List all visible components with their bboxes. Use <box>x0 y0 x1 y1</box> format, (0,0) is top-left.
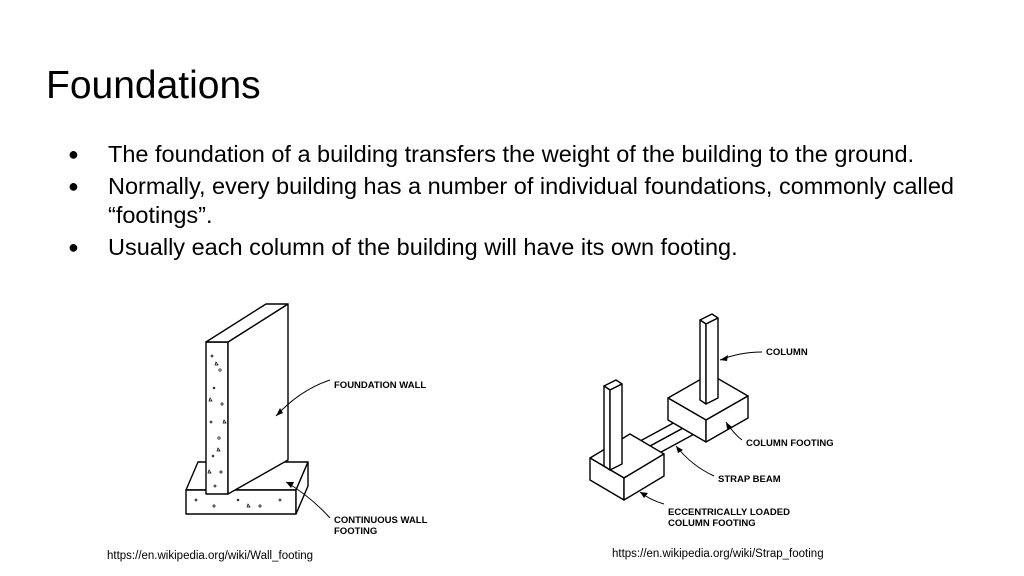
bullet-dot-icon: ● <box>68 144 79 164</box>
label-column-footing: COLUMN FOOTING <box>746 438 834 449</box>
bullet-text: The foundation of a building transfers the weight of the building to the ground. <box>108 141 915 167</box>
label-eccentrically-loaded: ECCENTRICALLY LOADED <box>668 507 790 518</box>
label-continuous-wall: CONTINUOUS WALL <box>334 515 428 526</box>
bullet-text: Normally, every building has a number of individual foundations, commonly called “footings”. <box>108 173 954 228</box>
bullet-item <box>68 172 978 230</box>
bullet-item <box>68 233 978 262</box>
arrow-icon <box>720 355 728 361</box>
strap-footing-diagram <box>580 300 880 535</box>
label-strap-beam: STRAP BEAM <box>718 474 781 485</box>
bullet-item <box>68 140 978 169</box>
label-column: COLUMN <box>766 347 808 358</box>
source-link-strap-footing[interactable]: https://en.wikipedia.org/wiki/Strap_footing <box>612 548 824 560</box>
column-left-face <box>700 320 706 404</box>
left-column-right-face <box>610 384 622 470</box>
slide-title: Foundations <box>46 64 261 107</box>
label-foundation-wall: FOUNDATION WALL <box>334 380 427 391</box>
bullet-text: Usually each column of the building will have its own footing. <box>108 234 738 260</box>
label-column-footing-2: COLUMN FOOTING <box>668 518 756 529</box>
bullet-list <box>68 140 978 265</box>
source-link-wall-footing[interactable]: https://en.wikipedia.org/wiki/Wall_footing <box>107 550 314 562</box>
footing-front <box>186 490 296 514</box>
arrow-icon <box>676 446 683 453</box>
bullet-dot-icon: ● <box>68 237 79 257</box>
bullet-dot-icon: ● <box>68 176 79 196</box>
wall-footing-diagram <box>170 300 470 545</box>
label-footing: FOOTING <box>334 526 378 537</box>
column-right-face <box>706 318 718 404</box>
left-column-left-face <box>604 386 610 470</box>
